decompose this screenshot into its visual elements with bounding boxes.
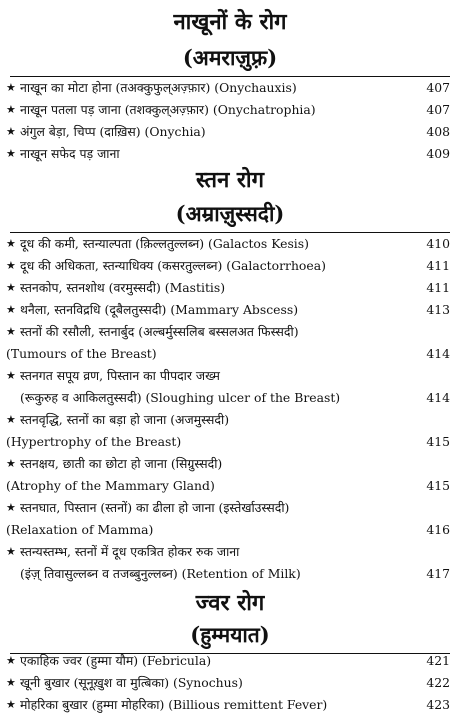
page-number: 416 — [426, 522, 450, 537]
index-entry — [0, 453, 460, 497]
star-bullet-icon: ★ — [6, 698, 16, 711]
star-bullet-icon: ★ — [6, 501, 16, 514]
entry-text: स्तन्यस्तम्भ, स्तनों में दूध एकत्रित होकर रुक जाना — [20, 544, 240, 559]
entry-text: नाखून सफेद पड़ जाना — [20, 146, 120, 161]
star-bullet-icon: ★ — [6, 303, 16, 316]
entry-text: थनैला, स्तनविद्रधि (दूबैलतुस्सदी) (Mammary Abscess) — [20, 302, 299, 317]
page-number: 413 — [426, 302, 450, 317]
index-entry — [0, 365, 460, 409]
page-number: 409 — [426, 146, 450, 161]
star-bullet-icon: ★ — [6, 147, 16, 160]
entry-text-continued: (इंज़् तिवासुल्लब्न व तजब्बुनुल्लब्न) (Retention of Milk) — [20, 566, 301, 581]
entry-text: स्तनगत सपूय व्रण, पिस्तान का पीपदार जख्म — [20, 368, 220, 383]
page-number: 408 — [426, 124, 450, 139]
section-fever-diseases — [0, 589, 460, 654]
entry-text: दूध की कमी, स्तन्याल्पता (क़िल्लतुल्लब्न) (Galactos Kesis) — [20, 236, 309, 251]
index-entry — [0, 143, 460, 165]
star-bullet-icon: ★ — [6, 413, 16, 426]
star-bullet-icon: ★ — [6, 125, 16, 138]
entry-text: दूध की अधिकता, स्तन्याधिक्य (कसरतुल्लब्न) (Galactorrhoea) — [20, 258, 326, 273]
index-entry — [0, 694, 460, 716]
star-bullet-icon: ★ — [6, 281, 16, 294]
page-number: 407 — [426, 102, 450, 117]
index-entry — [0, 77, 460, 99]
section-breast-diseases — [0, 166, 460, 233]
entry-text-continued: (Hypertrophy of the Breast) — [6, 434, 182, 449]
star-bullet-icon: ★ — [6, 545, 16, 558]
entry-list — [0, 650, 460, 716]
page-number: 415 — [426, 434, 450, 449]
index-entry — [0, 299, 460, 321]
entry-text-continued: (Atrophy of the Mammary Gland) — [6, 478, 215, 493]
index-entry — [0, 121, 460, 143]
page-number: 411 — [426, 258, 450, 273]
index-entry — [0, 255, 460, 277]
index-entry — [0, 233, 460, 255]
star-bullet-icon: ★ — [6, 676, 16, 689]
page-number: 411 — [426, 280, 450, 295]
entry-text: नाखून का मोटा होना (तअक्कुफुल्अज़्फ़ार) (Onychauxis) — [20, 80, 297, 95]
entry-text: अंगुल बेड़ा, चिप्प (दाख़िस) (Onychia) — [20, 124, 206, 139]
section-title: स्तन रोग — [195, 167, 265, 193]
index-entry — [0, 497, 460, 541]
page-number: 414 — [426, 346, 450, 361]
index-entry — [0, 541, 460, 585]
star-bullet-icon: ★ — [6, 369, 16, 382]
entry-text: नाखून पतला पड़ जाना (तशक्कुल्अज़्फ़ार) (Onychatrophia) — [20, 102, 316, 117]
entry-list — [0, 77, 460, 165]
entry-text: मोहरिका बुखार (हुम्मा मोहरिका) (Billious remittent Fever) — [20, 697, 328, 712]
index-entry — [0, 650, 460, 672]
page-number: 407 — [426, 80, 450, 95]
star-bullet-icon: ★ — [6, 81, 16, 94]
entry-text-continued: (Tumours of the Breast) — [6, 346, 157, 361]
section-title: नाखूनों के रोग — [173, 9, 287, 35]
star-bullet-icon: ★ — [6, 457, 16, 470]
entry-text: स्तनकोप, स्तनशोथ (वरमुस्सदी) (Mastitis) — [20, 280, 226, 295]
section-subtitle: (अमराज़ुफ़्र) — [182, 45, 278, 70]
page-number: 415 — [426, 478, 450, 493]
entry-text: एकाहिक ज्वर (हुम्मा यौम) (Febricula) — [20, 653, 212, 668]
section-subtitle: (अम्राज़ुस्सदी) — [175, 201, 285, 226]
page-number: 414 — [426, 390, 450, 405]
entry-list — [0, 233, 460, 585]
page-number: 410 — [426, 236, 450, 251]
section-subtitle: (हुम्मयात) — [190, 622, 270, 647]
entry-text: स्तनों की रसौली, स्तनार्बुद (अल्बर्मुस्सलिब बस्सलअत फिस्सदी) — [20, 324, 299, 339]
page-number: 422 — [426, 675, 450, 690]
index-entry — [0, 409, 460, 453]
index-entry — [0, 321, 460, 365]
star-bullet-icon: ★ — [6, 237, 16, 250]
entry-text: खूनी बुखार (सूनूख़ुश वा मुत्बिका) (Synochus) — [20, 675, 243, 690]
star-bullet-icon: ★ — [6, 654, 16, 667]
star-bullet-icon: ★ — [6, 259, 16, 272]
page-number: 423 — [426, 697, 450, 712]
section-nail-diseases — [0, 8, 460, 77]
entry-text-continued: (Relaxation of Mamma) — [6, 522, 154, 537]
index-entry — [0, 672, 460, 694]
index-entry — [0, 277, 460, 299]
entry-text: स्तनक्षय, छाती का छोटा हो जाना (सिग्रुस्सदी) — [20, 456, 223, 471]
page-number: 421 — [426, 653, 450, 668]
page-number: 417 — [426, 566, 450, 581]
section-title: ज्वर रोग — [195, 590, 265, 616]
star-bullet-icon: ★ — [6, 103, 16, 116]
star-bullet-icon: ★ — [6, 325, 16, 338]
entry-text: स्तनवृद्धि, स्तनों का बड़ा हो जाना (अजमुस्सदी) — [20, 412, 230, 427]
entry-text: स्तनघात, पिस्तान (स्तनों) का ढीला हो जाना (इस्तेर्खाउस्सदी) — [20, 500, 290, 515]
entry-text-continued: (रूकुरुह व आकिलतुस्सदी) (Sloughing ulcer of the Breast) — [20, 390, 341, 405]
index-entry — [0, 99, 460, 121]
